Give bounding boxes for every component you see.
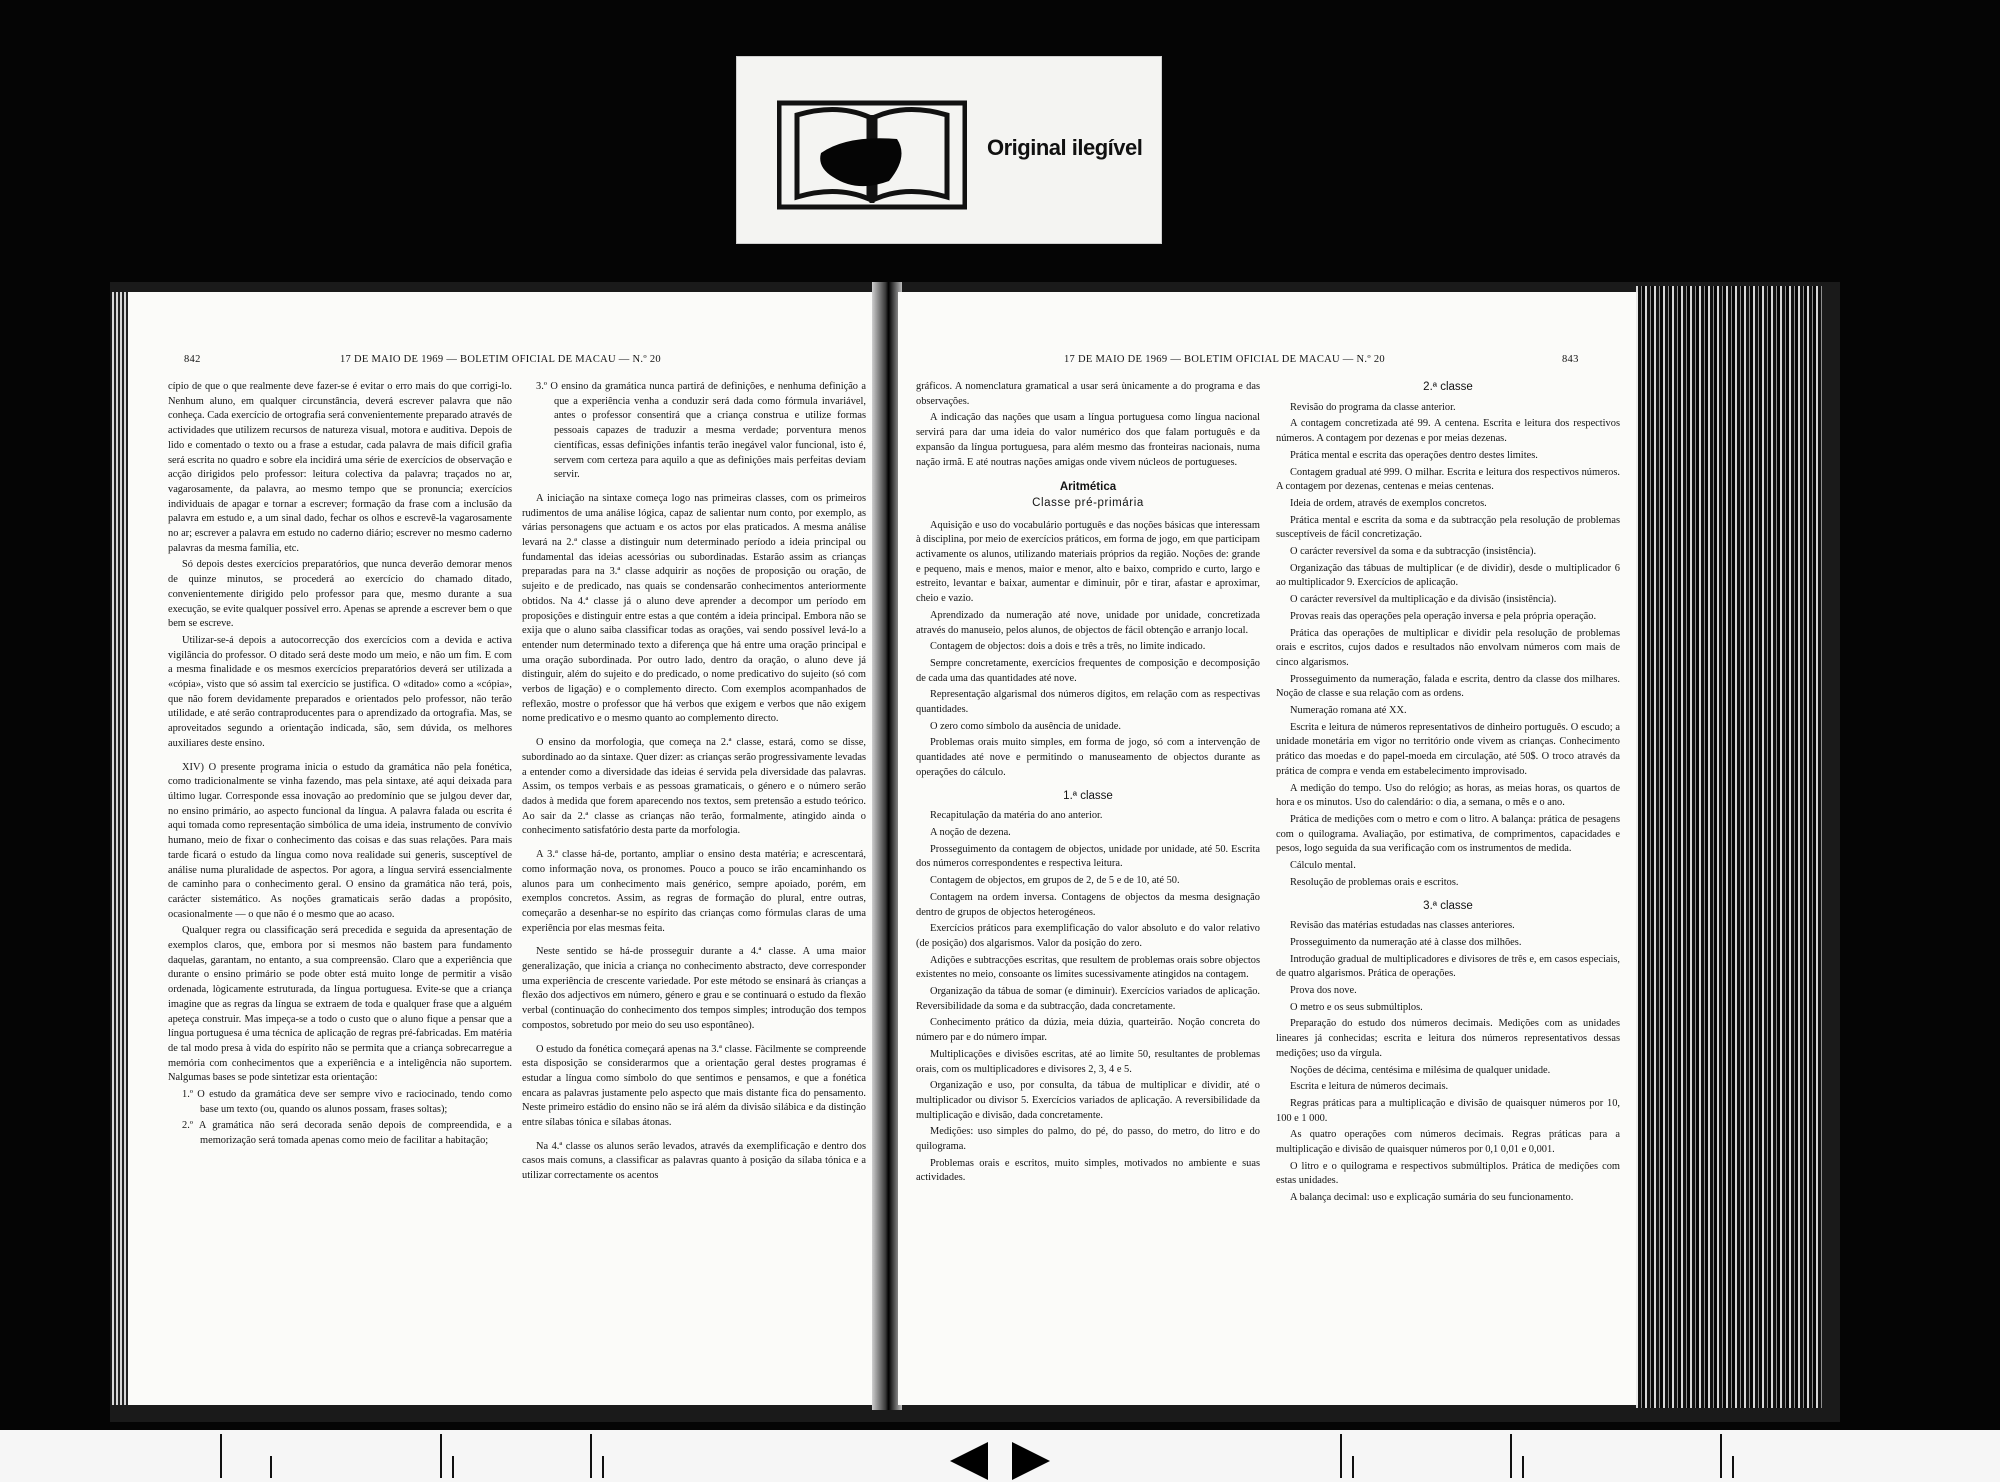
ruler-tick [1340,1434,1342,1478]
paragraph: Exercícios práticos para exemplificação do valor absoluto e do valor relativo (de posição) dos algarismos. Valor da posição do zero. [916,923,1260,949]
ruler-tick [1352,1456,1354,1478]
paragraph: Só depois destes exercícios preparatórios, que nunca deverão demorar menos de quinze minutos, se procederá ao exercício do chamado ditado, convenientemente dirigido pelo professor para que, mesmo durante a sua execução, se evite qualquer possível erro. Apenas se aprende a escrever bem o que bem se escreve. [168,559,512,630]
center-arrows-icon [940,1440,1060,1482]
paragraph: gráficos. A nomenclatura gramatical a usar será ùnicamente a do programa e das observações. [916,381,1260,407]
paragraph: Conhecimento prático da dúzia, meia dúzia, quarteirão. Noção concreta do número par e do número ímpar. [916,1017,1260,1044]
ruler-tick [602,1456,604,1478]
paragraph: Prática de medições com o metro e com o litro. A balança: prática de pesagens com o quilograma. Avaliação, por estimativa, de comprimentos, capacidades e pesos, logo seguida da sua verificação com os instrumentos de medida. [1276,813,1620,855]
paragraph: Cálculo mental. [1290,860,1356,872]
list-item: 3.º O ensino da gramática nunca partirá de definições, e nenhuma definição a que a experiência venha a conduzir será dada como fórmula invariável, antes o professor consentirá que a criança construa e utilize formas pessoais capazes de traduzir a mesma verdade; porventura menos científicas, essas definições infantis terão inegável valor funcional, isto é, servem com certeza para aquilo a que as definições mais perfeitas deviam servir. [536,381,866,481]
paragraph: Organização e uso, por consulta, da tábua de multiplicar e dividir, até o multiplicador ou divisor 5. Exercícios variados de aplicação. A reversibilidade da multiplicação e divisão, dada concretamente. [916,1080,1260,1121]
right-page-column-1 [916,380,1260,1188]
subsection-heading: Classe pré-primária [1032,496,1144,509]
paragraph: A medição do tempo. Uso do relógio; as horas, as meias horas, os quartos de hora e os minutos. Uso do calendário: o dia, a semana, o mês e o ano. [1276,782,1620,809]
list-item: 1.º O estudo da gramática deve ser sempre vivo e raciocinado, tendo como base um texto (ou, quando os alunos possam, frases soltas); [182,1089,512,1115]
paragraph: Recapitulação da matéria do ano anterior. [930,810,1103,822]
paragraph: Prática mental e escrita da soma e da subtracção pela resolução de problemas susceptíveis de fácil concretização. [1276,514,1620,541]
left-page [128,292,876,1405]
paragraph: O ensino da morfologia, que começa na 2.ª classe, estará, como se disse, subordinado ao da sintaxe. Quer dizer: as crianças serão progressivamente levadas a entender como a diversidade das ideias é servida pela diversidade das palavras. Assim, os tempos verbais e as pessoas gramaticais, o género e o número serão dados à medida que forem aparecendo nos textos, sem pretensão a estudo teórico. Ao sair da 2.ª classe as crianças não terão, formalmente, atingido ainda o conhecimento satisfatório desta parte da morfologia. [522,737,866,837]
ruler-tick [1720,1434,1722,1478]
paragraph: Na 4.ª classe os alunos serão levados, através da exemplificação e dentro dos casos mais comuns, a classificar as palavras quanto à posição da sílaba tónica e a utilizar correctamente os acentos [522,1140,866,1182]
paragraph: Contagem gradual até 999. O milhar. Escrita e leitura dos respectivos números. A contagem por dezenas, centenas e meias centenas. [1276,466,1620,493]
paragraph: A balança decimal: uso e explicação sumária do seu funcionamento. [1290,1192,1574,1204]
paragraph: Prosseguimento da contagem de objectos, unidade por unidade, até 50. Escrita dos números correspondentes e respectiva leitura. [916,843,1260,870]
paragraph: Introdução gradual de multiplicadores e divisores de três e, em casos especiais, de quatro algarismos. Prática de operações. [1276,953,1620,980]
paragraph: Ideia de ordem, através de exemplos concretos. [1290,497,1487,509]
ruler-tick [440,1434,442,1478]
paragraph: Prova dos nove. [1290,985,1357,997]
paragraph: Organização da tábua de somar (e diminuir). Exercícios variados de aplicação. Reversibilidade da soma e da subtracção, dada concretamente. [916,986,1260,1012]
open-book-icon [777,95,967,215]
ruler-tick [270,1456,272,1478]
paragraph: Preparação do estudo dos números decimais. Medições com as unidades lineares já conhecidas; escrita e leitura dos números representativos dessas medições; uso da vírgula. [1276,1018,1620,1059]
ruler-tick [1522,1456,1524,1478]
paragraph: O carácter reversível da soma e da subtracção (insistência). [1290,546,1537,558]
paragraph: O metro e os seus submúltiplos. [1290,1001,1423,1013]
section-heading: Aritmética [1059,481,1117,494]
ruler-tick [1732,1456,1734,1478]
paragraph: Neste sentido se há-de prosseguir durante a 4.ª classe. A uma maior generalização, que inicia a criança no conhecimento abstracto, deve corresponder uma experiência de crescente variedade. Por este método se ensinará às crianças a flexão dos adjectivos em número, género e grau e se continuará o estudo da flexão verbal (continuação do conhecimento dos tempos simples; introdução dos tempos compostos, sobretudo por meio do seu uso espontâneo). [522,946,866,1031]
paragraph: Escrita e leitura de números representativos de dinheiro português. O escudo; a unidade monetária em vigor no território onde vivem as crianças. Conhecimento prático das moedas e do papel-moeda em circulação, até 50$. O troco através da prática de compra e venda em estabelecimento improvisado. [1276,721,1620,777]
left-page-column-1 [168,380,512,1151]
paragraph: Aquisição e uso do vocabulário português e das noções básicas que interessam à disciplina, por meio de exercícios práticos, em forma de jogo, em que participam activamente os alunos, utilizando materiais próprios da região. Noções de: grande e pequeno, mais e menos, maior e menor, alto e baixo, comprido e curto, largo e estreito, levantar e baixar, aumentar e diminuir, pôr e tirar, afastar e aproximar, cheio e vazio. [916,519,1260,605]
paragraph: Adições e subtracções escritas, que resultem de problemas orais sobre objectos existentes no meio, consoante os limites sucessivamente atingidos na contagem. [916,954,1260,981]
paragraph: Problemas orais e escritos, muito simples, motivados no ambiente e suas actividades. [916,1157,1260,1184]
bottom-ruler [0,1430,2000,1482]
left-page-column-2 [522,380,866,1186]
paragraph: Numeração romana até XX. [1290,705,1407,717]
ruler-tick [220,1434,222,1478]
ruler-tick [452,1456,454,1478]
paragraph: Qualquer regra ou classificação será precedida e seguida da apresentação de exemplos claros, que, embora por si mesmos não bastem para fundamento daquelas, garantam, no entanto, a sua compreensão. Claro que a experiência que durante o ensino primário se pode obter está muito longe de permitir a visão ordenada, lògicamente estruturada, da língua portuguesa. Evite-se que a criança imagine que as regras da língua se extraem de toda e qualquer frase que a alguém apeteça construir. Mas impeça-se a todo o custo que o aluno fique a pensar que a língua portuguesa é uma técnica de aplicação de regras pré-fabricadas. Em matéria de tal modo presa à vida do espírito não se permita que a criança sobrecarregue a memória com conhecimentos que a experiência e a inteligência não suportem. Nalgumas bases se pode sintetizar esta orientação: [168,925,512,1084]
paragraph: Aprendizado da numeração até nove, unidade por unidade, concretizada através do manuseio, pelos alunos, de objectos de fácil obtenção e arranjo local. [916,609,1260,636]
paragraph: Resolução de problemas orais e escritos. [1290,876,1459,888]
paragraph: Regras práticas para a multiplicação e divisão de quaisquer números por 10, 100 e 1 000. [1276,1097,1620,1124]
paragraph: Medições: uso simples do palmo, do pé, do passo, do metro, do litro e do quilograma. [916,1126,1260,1153]
paragraph: O estudo da fonética começará apenas na 3.ª classe. Fàcilmente se compreende esta disposição se considerarmos que a orientação geral destes programas é estudar a língua como símbolo do que sentimos e pensamos, e que a fonética encara as palavras justamente pelo aspecto que mais distante fica do pensamento. Neste primeiro estádio do ensino não se irá além da divisão silábica e da distinção entre sílabas tónica e sílabas átonas. [522,1043,866,1129]
paragraph: O litro e o quilograma e respectivos submúltiplos. Prática de medições com estas unidades. [1276,1160,1620,1187]
page-number: 843 [1562,354,1579,365]
paragraph: Escrita e leitura de números decimais. [1290,1081,1449,1093]
paragraph: Contagem de objectos, em grupos de 2, de 5 e de 10, até 50. [930,875,1180,887]
paragraph: Utilizar-se-á depois a autocorrecção dos exercícios com a devida e activa vigilância do professor. O ditado será deste modo um meio, e não um fim. E com a mesma finalidade e os mesmos exercícios preparatórios deverá ser utilizada a «cópia», visto que só assim tal exercício se justifica. O «ditado» como a «cópia», que não forem devidamente preparados e orientados pelo professor, não terão utilidade, e até serão contraproducentes para o aprendizado da ortografia. Mas, se aproveitados segundo a orientação indicada, são, sem dúvida, os melhores auxiliares deste ensino. [168,634,512,749]
paragraph: Revisão do programa da classe anterior. [1290,401,1456,413]
subsection-heading: 1.ª classe [1063,789,1113,802]
paragraph: Prática das operações de multiplicar e dividir pela resolução de problemas orais e escritos, cujos dados e resultados não envolvam números com mais de cinco algarismos. [1276,627,1620,668]
paragraph: Revisão das matérias estudadas nas classes anteriores. [1290,920,1515,932]
subsection-heading: 2.ª classe [1423,381,1473,393]
right-page-edges [1636,286,1822,1408]
ruler-tick [1510,1434,1512,1478]
paragraph: Contagem na ordem inversa. Contagens de objectos da mesma designação dentro de grupos de objectos heterogéneos. [916,891,1260,918]
paragraph: Multiplicações e divisões escritas, até ao limite 50, resultantes de problemas orais, com os multiplicadores e divisores 2, 3, 4 e 5. [916,1048,1260,1075]
running-title: 17 DE MAIO DE 1969 — BOLETIM OFICIAL DE MACAU — N.º 20 [1064,354,1385,365]
paragraph: XIV) O presente programa inicia o estudo da gramática não pela fonética, como tradicionalmente se vinha fazendo, mas pela sintaxe, até aqui deixada para último lugar. Corresponde essa inovação ao predomínio que se julgou dever dar, no ensino primário, ao aspecto funcional da língua. A palavra falada ou escrita é aqui tomada como representação simbólica de uma ideia, instrumento de convívio humano, meio de fixar o conhecimento das coisas e das suas relações. Para mais tarde ficará o estudo da língua como nova realidade sui generis, susceptível de análise numa pluralidade de aspectos. Por agora, a língua servirá essencialmente de caminho para o conhecimento geral. O ensino da gramática não terá, pois, carácter sistemático. As noções gramaticais serão dadas a propósito, ocasionalmente — o que não é o mesmo que ao acaso. [168,761,512,920]
left-page-header [128,354,876,370]
illegible-label-text: Original ilegível [987,135,1143,160]
paragraph: Prosseguimento da numeração até à classe dos milhões. [1290,936,1522,948]
paragraph: Prosseguimento da numeração, falada e escrita, dentro da classe dos milhares. Noção de classe e sua relação com as ordens. [1276,673,1620,700]
paragraph: Representação algarismal dos números dígitos, em relação com as respectivas quantidades. [916,689,1260,716]
paragraph: Contagem de objectos: dois a dois e três a três, no limite indicado. [930,641,1206,653]
paragraph: A noção de dezena. [930,826,1011,838]
ruler-tick [590,1434,592,1478]
paragraph: As quatro operações com números decimais. Regras práticas para a multiplicação e divisão de quaisquer números por 0,1 0,01 e 0,001. [1276,1129,1620,1156]
paragraph: A contagem concretizada até 99. A centena. Escrita e leitura dos respectivos números. A contagem por dezenas e por meias dezenas. [1276,418,1620,445]
paragraph: Sempre concretamente, exercícios frequentes de composição e decomposição de cada uma das quantidades até nove. [916,657,1260,684]
paragraph: Problemas orais muito simples, em forma de jogo, só com a intervenção de quantidades até nove e permitindo o manuseamento de objectos durante as operações do cálculo. [916,737,1260,778]
right-page-column-2 [1276,380,1620,1208]
right-page-header [898,354,1638,370]
paragraph: Prática mental e escrita das operações dentro destes limites. [1290,449,1538,461]
paragraph: Organização das tábuas de multiplicar (e de dividir), desde o multiplicador 6 ao multiplicador 9. Exercícios de aplicação. [1276,562,1620,589]
running-title: 17 DE MAIO DE 1969 — BOLETIM OFICIAL DE MACAU — N.º 20 [340,354,661,365]
right-page [898,292,1638,1405]
paragraph: Noções de décima, centésima e milésima de qualquer unidade. [1290,1064,1551,1076]
page-number: 842 [184,354,201,365]
paragraph: A 3.ª classe há-de, portanto, ampliar o ensino desta matéria; e acrescentará, como informação nova, os pronomes. Pouco a pouco se irão encaminhando os alunos para um conhecimento mais genérico, sempre apoiado, porém, em exemplos concretos. Assim, as regras de formação do plural, entre outras, começarão a desenhar-se no espírito das crianças como fórmulas claras de uma experiência por elas mesmas feita. [522,849,866,934]
subsection-heading: 3.ª classe [1423,899,1473,912]
list-item: 2.º A gramática não será decorada senão depois de compreendida, e a memorização será tomada apenas como meio de facilitar a habitação; [182,1120,512,1147]
illegible-original-label [736,56,1162,244]
paragraph: O zero como símbolo da ausência de unidade. [930,720,1122,732]
paragraph: A iniciação na sintaxe começa logo nas primeiras classes, com os primeiros rudimentos de uma análise lógica, capaz de salientar num conto, por exemplo, as várias personagens que actuam e os actos por elas praticados. A mesma análise levará na 2.ª classe a distinguir num determinado período a ideia principal ou fundamental das ideias acessórias ou subordinadas. Estarão assim as crianças preparadas para na 3.ª classe adquirir as noções de proposição ou oração, de sujeito e de predicado, nas quais se condensarão conhecimentos anteriormente obtidos. Na 4.ª classe já o aluno deve aprender a decompor um período em proposições e distinguir entre estas a que contém a ideia principal. Embora não se exija que o aluno saiba classificar todas as orações, vai sendo possível levá-lo a entender num determinado texto a diferença que há entre uma oração principal e uma oração subordinada. Por outro lado, dentro da oração, o aluno deve já distinguir, além do sujeito e do predicado, o nome predicativo do sujeito (só com verbos de ligação) e o complemento directo. Com exemplos acompanhados de reflexão, mostre o professor que há verbos que exigem e verbos que não exigem nome predicativo e o mesmo quanto ao complemento directo. [522,492,866,725]
paragraph: cípio de que o que realmente deve fazer-se é evitar o erro mais do que corrigi-lo. Nenhum aluno, em qualquer circunstância, deverá escrever palavra que não conheça. Cada exercício de ortografia será convenientemente preparado através de actividades que utilizem recursos de natureza visual, motora e auditiva. Depois de lido e comentado o texto ou a frase a estudar, cada palavra de mais difícil grafia será escrita no quadro e sobre ela incidirá uma série de exercícios de observação e acção dirigidos pelo professor: leitura colectiva da palavra; traçados no ar, vagarosamente, da palavra, ao mesmo tempo que se pronuncia; exercícios individuais de apagar e tornar a escrever; formação da frase com a inclusão da palavra em estudo e, a um sinal dado, fechar os olhos e escrevê-la vagarosamente no ar; escrever a palavra em estudo no caderno diário; escrever no mesmo caderno palavras da mesma família, etc. [168,381,512,554]
paragraph: A indicação das nações que usam a língua portuguesa como língua nacional servirá para dar uma ideia do valor numérico dos que falam português e da expansão da língua portuguesa, para além mesmo das fronteiras nacionais, numa nação irmã. E até noutras nações amigas onde vivem núcleos de portugueses. [916,412,1260,468]
paragraph: O carácter reversível da multiplicação e da divisão (insistência). [1290,594,1557,606]
paragraph: Provas reais das operações pela operação inversa e pela própria operação. [1290,610,1597,622]
